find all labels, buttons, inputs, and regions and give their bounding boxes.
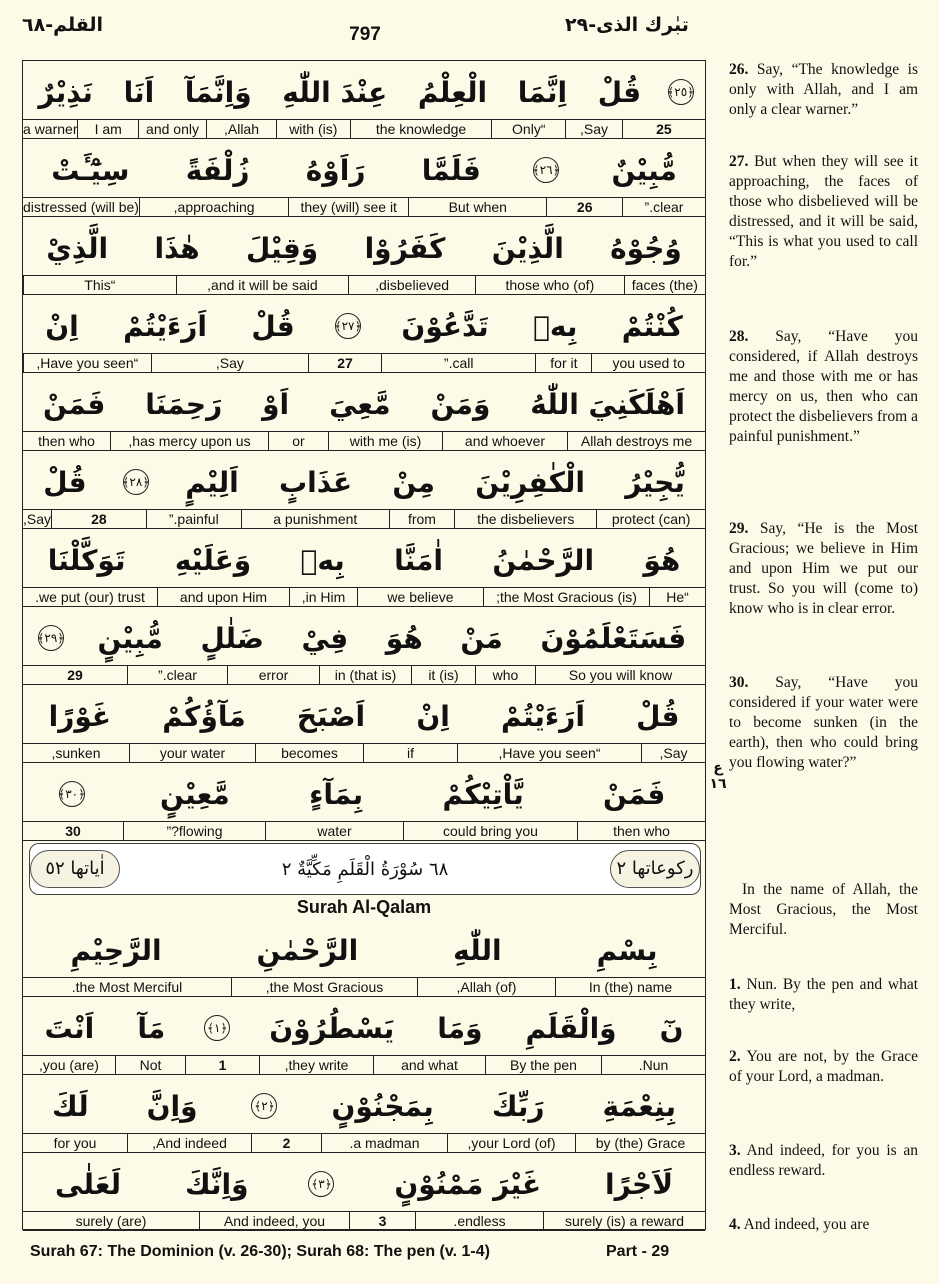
gloss-cell: approaching,: [139, 198, 288, 216]
gloss-cell: surely (are): [75, 1213, 147, 1229]
english-gloss-line: [23, 1055, 705, 1075]
banner-ruku-count: ركوعاتها ٢: [610, 850, 700, 888]
gloss-cell: So you will know: [535, 666, 705, 684]
arabic-word: اَنْتَ: [44, 1011, 95, 1045]
translation-paragraph: [729, 60, 918, 120]
arabic-word: لَكَ: [52, 1089, 89, 1123]
verse-number: 29.: [729, 520, 749, 537]
verse-end-marker: ﴿٢٨﴾: [123, 469, 149, 495]
english-gloss-line: [23, 119, 705, 139]
english-gloss-line: [23, 1133, 705, 1153]
english-gloss-line: [23, 977, 705, 997]
translation-text: Nun. By the pen and what they write,: [729, 976, 919, 1013]
arabic-word: كَفَرُوْا: [364, 231, 446, 265]
gloss-cell: Not: [115, 1056, 185, 1074]
gloss-cell: then who: [38, 433, 95, 449]
arabic-word: قُلْ: [43, 465, 87, 499]
gloss-cell: And indeed, you: [199, 1212, 349, 1230]
gloss-cell: sunken,: [51, 745, 101, 761]
verse-end-marker: ﴿٢﴾: [251, 1093, 277, 1119]
arabic-word: اِنْ: [45, 309, 79, 343]
english-gloss-line: [23, 353, 705, 373]
arabic-verse-line: [23, 689, 705, 743]
arabic-word: مُّبِيْنٍ: [97, 621, 163, 655]
gloss-cell: the knowledge: [350, 120, 492, 138]
english-gloss-line: [23, 197, 705, 217]
arabic-word: يَسْطُرُوْنَ: [269, 1011, 395, 1045]
gloss-cell: (is) it: [411, 666, 475, 684]
gloss-cell: painful.”: [146, 510, 241, 528]
arabic-word: اَلِيْمٍ: [185, 465, 239, 499]
arabic-word: بِمَجْنُوْنٍ: [331, 1089, 434, 1123]
word-by-word-grid: [22, 60, 706, 1230]
gloss-cell: (is) with me: [328, 432, 442, 450]
gloss-cell: you used to: [591, 354, 705, 372]
verse-end-marker: ﴿٢٧﴾: [335, 313, 361, 339]
arabic-verse-line: [23, 299, 705, 353]
arabic-word: بِهٖ: [300, 543, 345, 577]
gloss-cell: disbelieved,: [348, 276, 475, 294]
arabic-word: وُجُوْهُ: [610, 231, 682, 265]
arabic-word: اَصْبَحَ: [296, 699, 366, 733]
gloss-cell: water: [265, 822, 403, 840]
arabic-word: اِنْ: [416, 699, 450, 733]
arabic-word: وَمَا: [437, 1011, 483, 1045]
arabic-verse-line: [23, 923, 705, 977]
arabic-word: بِنِعْمَةِ: [602, 1089, 677, 1123]
gloss-cell: Allah destroys me: [567, 432, 705, 450]
translation-text: And indeed, you are: [743, 1216, 870, 1233]
footer-surah-reference: Surah 67: The Dominion (v. 26-30); Surah 68: The pen (v. 1-4): [30, 1243, 490, 1260]
gloss-cell: 30: [65, 823, 81, 839]
arabic-word: الرَّحْمٰنِ: [256, 933, 359, 967]
arabic-word: يُّجِيْرُ: [625, 465, 685, 499]
english-gloss-line: [23, 665, 705, 685]
translation-paragraph: [729, 673, 918, 773]
gloss-cell: 29: [67, 667, 83, 683]
arabic-word: الَّذِيْ: [46, 231, 109, 265]
verse-number: 27.: [729, 153, 749, 170]
arabic-word: قُلْ: [251, 309, 295, 343]
arabic-word: بِمَآءٍ: [309, 777, 364, 811]
gloss-cell: Nun.: [601, 1056, 705, 1074]
translation-text: But when they will see it approaching, the faces of those who disbelieved will be distressed, and it will be said, “This is what you used to call for.”: [729, 153, 919, 270]
verse-end-marker: ﴿١﴾: [204, 1015, 230, 1041]
translation-paragraph: [729, 975, 918, 1015]
arabic-word: مُّبِيْنٌ: [611, 153, 677, 187]
verse-number: 26.: [729, 61, 749, 78]
arabic-word: قُلْ: [636, 699, 680, 733]
arabic-word: هُوَ: [385, 621, 423, 655]
arabic-word: لَاَجْرًا: [605, 1167, 674, 1201]
gloss-cell: “This: [23, 276, 176, 294]
arabic-word: بِهٖ: [533, 309, 578, 343]
arabic-word: اللّٰهِ: [453, 933, 502, 967]
arabic-word: اَوْ: [262, 387, 290, 421]
arabic-word: اٰمَنَّا: [394, 543, 444, 577]
gloss-cell: Say,: [151, 354, 309, 372]
verse-number: 2.: [729, 1048, 741, 1065]
arabic-word: نَذِيْرٌ: [38, 75, 93, 109]
verse-end-marker: ﴿٢٩﴾: [38, 625, 64, 651]
arabic-word: زُلْفَةً: [185, 153, 250, 187]
gloss-cell: In (the) name: [555, 978, 705, 996]
arabic-word: بِسْمِ: [596, 933, 658, 967]
arabic-word: اَهْلَكَنِيَ اللّٰهُ: [530, 387, 686, 421]
gloss-cell: a madman.: [321, 1134, 447, 1152]
gloss-cell: (will be) distressed: [23, 199, 139, 215]
gloss-cell: 27: [308, 354, 381, 372]
translation-paragraph: [729, 1141, 918, 1181]
arabic-word: اَرَءَيْتُمْ: [123, 309, 208, 343]
ruku-marker: ع ١٦: [709, 760, 727, 792]
gloss-cell: Say,: [565, 120, 622, 138]
arabic-word: مَّعِيَ: [329, 387, 391, 421]
verse-number: 30.: [729, 674, 749, 691]
surah-banner: [29, 843, 701, 895]
banner-ayah-count: اٰياتها ٥٢: [30, 850, 120, 888]
verse-end-marker: ﴿٢٦﴾: [533, 157, 559, 183]
banner-surah-name: ٦٨ سُوْرَةُ الْقَلَمِ مَكِّيَّةٌ ٢: [281, 858, 449, 880]
arabic-word: وَاِنَّمَآ: [184, 75, 252, 109]
arabic-word: مَآؤُكُمْ: [162, 699, 246, 733]
gloss-cell: could bring you: [403, 822, 577, 840]
gloss-cell: has mercy upon us,: [110, 432, 268, 450]
gloss-cell: the Most Gracious,: [231, 978, 417, 996]
english-gloss-line: [23, 743, 705, 763]
english-gloss-line: [23, 275, 705, 295]
arabic-word: رَبِّكَ: [491, 1089, 545, 1123]
page-header-left: القلم-٦٨: [22, 14, 104, 36]
gloss-cell: they write,: [259, 1056, 373, 1074]
arabic-word: اَرَءَيْتُمْ: [500, 699, 585, 733]
gloss-cell: 1: [185, 1056, 259, 1074]
arabic-word: رَاَوْهُ: [305, 153, 366, 187]
arabic-verse-line: [23, 65, 705, 119]
english-gloss-line: [23, 821, 705, 841]
arabic-word: اَنَا: [123, 75, 155, 109]
verse-end-marker: ﴿٣﴾: [308, 1171, 334, 1197]
arabic-word: وَالْقَلَمِ: [525, 1011, 617, 1045]
gloss-cell: 2: [251, 1134, 321, 1152]
gloss-cell: I am: [77, 120, 138, 138]
gloss-cell: (can) protect: [596, 510, 705, 528]
arabic-verse-line: [23, 533, 705, 587]
gloss-cell: and only: [138, 120, 206, 138]
arabic-verse-line: [23, 1157, 705, 1211]
gloss-cell: (of) your Lord,: [447, 1134, 575, 1152]
arabic-verse-line: [23, 455, 705, 509]
verse-number: 28.: [729, 328, 749, 345]
gloss-cell: endless.: [415, 1212, 543, 1230]
gloss-cell: (is) the Most Gracious;: [483, 588, 649, 606]
gloss-cell: 25: [622, 120, 705, 138]
gloss-cell: surely (is) a reward: [543, 1212, 705, 1230]
arabic-word: غَيْرَ مَمْنُوْنٍ: [394, 1167, 542, 1201]
gloss-cell: we put (our) trust.: [35, 589, 145, 605]
arabic-verse-line: [23, 221, 705, 275]
gloss-cell: (the) faces: [624, 276, 705, 294]
arabic-word: الرَّحِيْمِ: [70, 933, 162, 967]
arabic-word: تَدَّعُوْنَ: [401, 309, 489, 343]
gloss-cell: clear.”: [622, 198, 705, 216]
arabic-word: الْعِلْمُ: [417, 75, 488, 109]
verse-number: 4.: [729, 1216, 741, 1233]
arabic-verse-line: [23, 1079, 705, 1133]
gloss-cell: then who: [577, 822, 705, 840]
gloss-cell: and whoever: [442, 432, 567, 450]
gloss-cell: Say,: [23, 511, 52, 527]
arabic-word: مِنْ: [392, 465, 435, 499]
page-header-right: تبٰرك الذى-٢٩: [565, 14, 689, 36]
arabic-verse-line: [23, 143, 705, 197]
translation-text: In the name of Allah, the Most Gracious, the Most Merciful.: [729, 881, 918, 938]
translation-text: You are not, by the Grace of your Lord, a madman.: [729, 1048, 918, 1085]
arabic-word: هٰذَا: [154, 231, 200, 265]
gloss-cell: By the pen: [485, 1056, 601, 1074]
arabic-word: رَحِمَنَا: [145, 387, 223, 421]
verse-number: 1.: [729, 976, 741, 993]
footer-part-number: Part - 29: [606, 1243, 670, 1260]
translation-text: And indeed, for you is an endless reward.: [729, 1142, 918, 1179]
arabic-word: لَعَلٰى: [54, 1167, 122, 1201]
gloss-cell: error: [227, 666, 319, 684]
arabic-word: فَسَتَعْلَمُوْنَ: [540, 621, 687, 655]
arabic-word: وَمَنْ: [430, 387, 491, 421]
gloss-cell: 3: [349, 1212, 415, 1230]
gloss-cell: clear.”: [127, 666, 227, 684]
arabic-word: وَعَلَيْهِ: [174, 543, 252, 577]
gloss-cell: for you: [53, 1135, 97, 1151]
translation-text: Say, “He is the Most Gracious; we believe in Him and upon Him we put our trust. So you will (come to) know who is in clear error.: [729, 520, 919, 617]
arabic-word: ضَلٰلٍ: [200, 621, 264, 655]
gloss-cell: “Only: [491, 120, 565, 138]
english-gloss-line: [23, 431, 705, 451]
gloss-cell: And indeed,: [127, 1134, 251, 1152]
translation-paragraph: [729, 519, 918, 619]
arabic-word: يَّاْتِيْكُمْ: [442, 777, 524, 811]
arabic-verse-line: [23, 1001, 705, 1055]
arabic-word: نٓ: [659, 1011, 684, 1045]
gloss-cell: “He: [649, 588, 705, 606]
arabic-word: مَّعِيْنٍ: [159, 777, 230, 811]
translation-paragraph: [729, 1047, 918, 1087]
gloss-cell: you (are),: [39, 1057, 99, 1073]
arabic-word: فِيْ: [301, 621, 349, 655]
gloss-cell: a warner: [23, 121, 78, 137]
arabic-word: الْكٰفِرِيْنَ: [475, 465, 585, 499]
page-number: 797: [349, 24, 381, 45]
verse-end-marker: ﴿٢٥﴾: [668, 79, 694, 105]
gloss-cell: we believe: [357, 588, 483, 606]
translation-text: Say, “Have you considered if your water were to become sunken (in the earth), then who could bring you flowing water?”: [729, 674, 918, 771]
translation-paragraph: [729, 152, 918, 272]
gloss-cell: (of) those who: [475, 276, 624, 294]
gloss-cell: Say,: [641, 744, 705, 762]
gloss-cell: 28: [51, 510, 146, 528]
english-gloss-line: [23, 509, 705, 529]
arabic-word: قُلْ: [597, 75, 642, 109]
gloss-cell: they (will) see it: [288, 198, 408, 216]
arabic-word: مَآ: [137, 1011, 166, 1045]
arabic-word: وَاِنَّكَ: [184, 1167, 249, 1201]
arabic-word: سِيْٓـَٔتْ: [51, 153, 130, 187]
arabic-word: وَاِنَّ: [146, 1089, 198, 1123]
gloss-cell: in Him,: [289, 588, 357, 606]
gloss-cell: from: [389, 510, 454, 528]
translation-paragraph: [729, 1215, 918, 1235]
gloss-cell: and what: [373, 1056, 485, 1074]
gloss-cell: “Have you seen,: [23, 354, 151, 372]
gloss-cell: (of) Allah,: [417, 978, 555, 996]
gloss-cell: and upon Him: [157, 588, 289, 606]
gloss-cell: call.”: [381, 354, 536, 372]
translation-paragraph: [729, 327, 918, 447]
arabic-word: مَنْ: [460, 621, 503, 655]
english-gloss-line: [23, 587, 705, 607]
arabic-word: الَّذِيْنَ: [491, 231, 564, 265]
gloss-cell: Allah,: [206, 120, 276, 138]
translation-paragraph: [729, 880, 918, 940]
arabic-word: عَذَابٍ: [279, 465, 353, 499]
gloss-cell: (is) with: [276, 120, 350, 138]
gloss-cell: becomes: [255, 744, 363, 762]
gloss-cell: But when: [408, 198, 546, 216]
gloss-cell: by (the) Grace: [575, 1134, 705, 1152]
arabic-verse-line: [23, 377, 705, 431]
arabic-word: كُنْتُمْ: [621, 309, 683, 343]
arabic-word: فَمَنْ: [43, 387, 106, 421]
verse-end-marker: ﴿٣٠﴾: [59, 781, 85, 807]
arabic-word: الرَّحْمٰنُ: [492, 543, 595, 577]
gloss-cell: for it: [535, 354, 591, 372]
arabic-word: فَلَمَّا: [421, 153, 481, 187]
gloss-cell: or: [268, 432, 328, 450]
arabic-word: اِنَّمَا: [517, 75, 568, 109]
gloss-cell: if: [363, 744, 457, 762]
arabic-word: تَوَكَّلْنَا: [47, 543, 126, 577]
arabic-word: غَوْرًا: [48, 699, 112, 733]
gloss-cell: flowing?”: [123, 822, 265, 840]
arabic-verse-line: [23, 767, 705, 821]
gloss-cell: (that is) in: [319, 666, 411, 684]
verse-number: 3.: [729, 1142, 741, 1159]
surah-title: Surah Al-Qalam: [296, 897, 432, 917]
gloss-cell: “Have you seen,: [457, 744, 641, 762]
gloss-cell: the Most Merciful.: [71, 979, 183, 995]
gloss-cell: the disbelievers: [454, 510, 596, 528]
gloss-cell: your water: [129, 744, 255, 762]
english-gloss-line: [23, 1211, 705, 1231]
arabic-word: عِنْدَ اللّٰهِ: [282, 75, 388, 109]
gloss-cell: and it will be said,: [176, 276, 348, 294]
arabic-word: هُوَ: [643, 543, 681, 577]
arabic-word: وَقِيْلَ: [246, 231, 319, 265]
gloss-cell: who: [475, 666, 535, 684]
gloss-cell: 26: [546, 198, 622, 216]
arabic-verse-line: [23, 611, 705, 665]
translation-text: Say, “The knowledge is only with Allah, and I am only a clear warner.”: [729, 61, 918, 118]
arabic-word: فَمَنْ: [603, 777, 666, 811]
translation-text: Say, “Have you considered, if Allah destroys me and those with me or has mercy on us, then who can protect the disbelievers from a painful punishment.”: [729, 328, 918, 445]
gloss-cell: a punishment: [241, 510, 389, 528]
